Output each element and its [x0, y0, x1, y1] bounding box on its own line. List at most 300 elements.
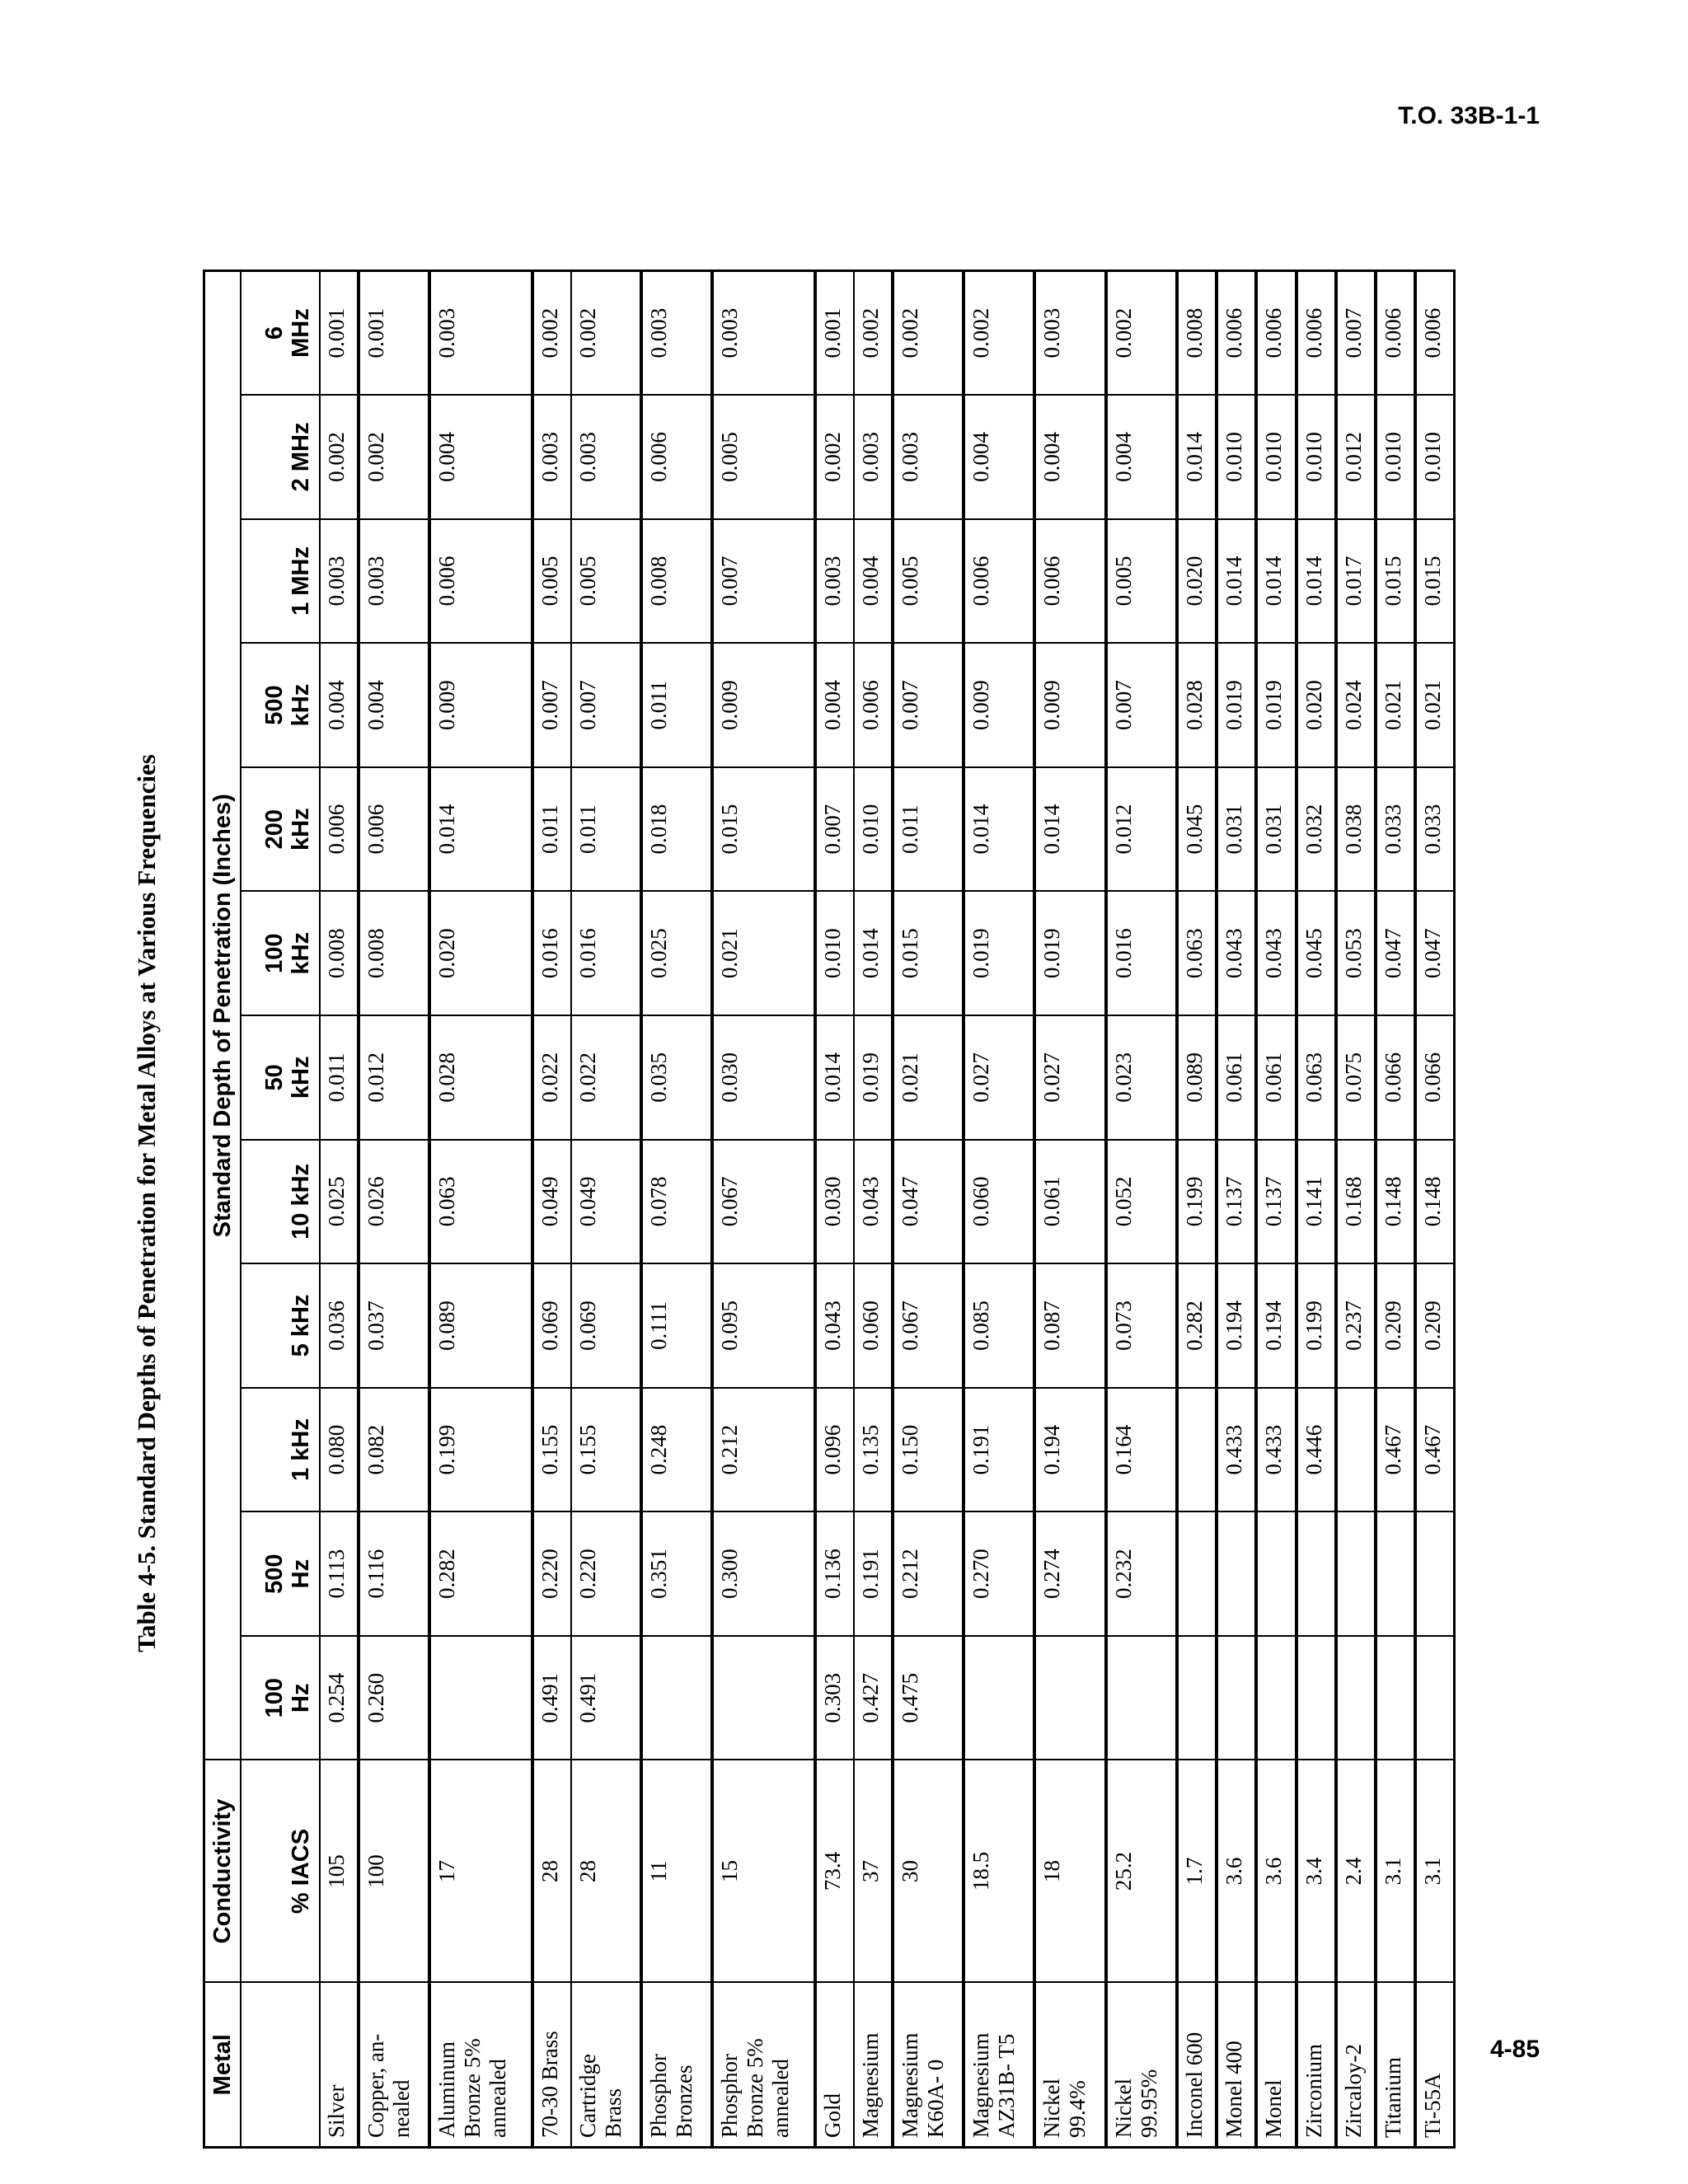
depth-cell: 0.043	[1256, 891, 1296, 1015]
depth-cell: 0.005	[532, 519, 571, 644]
header-500khz: 500 kHz	[241, 643, 320, 767]
depth-cell: 0.018	[641, 767, 712, 892]
depth-cell: 0.069	[532, 1263, 571, 1388]
metal-name-cell: Nickel 99.95%	[1106, 1983, 1177, 2148]
header-conductivity: Conductivity	[204, 1760, 241, 1983]
depth-cell: 0.194	[1256, 1263, 1296, 1388]
depth-cell	[1336, 1388, 1376, 1512]
depth-cell: 0.446	[1296, 1388, 1336, 1512]
depth-cell: 0.078	[641, 1140, 712, 1264]
depth-cell: 0.137	[1217, 1140, 1256, 1264]
depth-cell: 0.006	[1034, 519, 1105, 644]
depth-cell: 0.003	[641, 271, 712, 396]
depth-cell: 0.003	[1034, 271, 1105, 396]
depth-cell: 0.010	[1217, 395, 1256, 519]
depth-cell: 0.010	[1296, 395, 1336, 519]
depth-cell: 0.168	[1336, 1140, 1376, 1264]
table-row	[815, 271, 854, 2148]
metal-name-cell: Titanium	[1376, 1983, 1415, 2148]
depth-cell: 0.199	[1296, 1263, 1336, 1388]
depth-cell	[1415, 1636, 1455, 1760]
depth-cell	[1256, 1511, 1296, 1636]
depth-cell: 0.237	[1336, 1263, 1376, 1388]
header-depth-of-penetration: Standard Depth of Penetration (Inches)	[204, 271, 241, 1760]
table-row	[1177, 271, 1217, 2148]
depth-cell: 0.008	[359, 891, 429, 1015]
depth-cell	[1217, 1511, 1256, 1636]
metal-name-cell: Zirconium	[1296, 1983, 1336, 2148]
depth-cell: 0.148	[1415, 1140, 1455, 1264]
table-row	[1256, 271, 1296, 2148]
depth-cell: 0.003	[893, 395, 964, 519]
depth-cell: 0.136	[815, 1511, 854, 1636]
depth-cell: 0.012	[359, 1015, 429, 1140]
depth-cell: 0.043	[854, 1140, 893, 1264]
depth-cell: 0.067	[712, 1140, 815, 1264]
depth-cell: 0.028	[1177, 643, 1217, 767]
depth-cell: 0.016	[532, 891, 571, 1015]
depth-cell: 0.022	[532, 1015, 571, 1140]
depth-cell: 0.003	[854, 395, 893, 519]
depth-cell: 0.006	[429, 519, 532, 644]
metal-name-cell: Phosphor Bronze 5% annealed	[712, 1983, 815, 2148]
depth-cell: 0.026	[359, 1140, 429, 1264]
depth-cell: 0.017	[1336, 519, 1376, 644]
depth-cell	[1376, 1636, 1415, 1760]
depth-cell: 0.047	[1376, 891, 1415, 1015]
depth-cell: 0.111	[641, 1263, 712, 1388]
depth-cell: 0.009	[429, 643, 532, 767]
depth-cell: 0.003	[429, 271, 532, 396]
depth-cell: 0.023	[1106, 1015, 1177, 1140]
depth-cell: 0.033	[1376, 767, 1415, 892]
depth-cell: 0.015	[712, 767, 815, 892]
depth-cell: 0.066	[1376, 1015, 1415, 1140]
depth-cell: 0.194	[1034, 1388, 1105, 1512]
header-1mhz: 1 MHz	[241, 519, 320, 644]
depth-cell: 0.015	[1415, 519, 1455, 644]
table-row	[641, 271, 712, 2148]
depth-cell: 0.006	[1217, 271, 1256, 396]
depth-cell: 0.027	[1034, 1015, 1105, 1140]
metal-name-cell: Cartridge Brass	[571, 1983, 641, 2148]
depth-cell: 0.116	[359, 1511, 429, 1636]
depth-cell: 0.049	[571, 1140, 641, 1264]
depth-cell: 0.254	[320, 1636, 359, 1760]
depth-cell: 0.475	[893, 1636, 964, 1760]
depth-cell: 0.002	[893, 271, 964, 396]
depth-cell	[429, 1636, 532, 1760]
depth-cell: 0.014	[429, 767, 532, 892]
depth-cell: 0.150	[893, 1388, 964, 1512]
depth-cell: 0.047	[893, 1140, 964, 1264]
rotated-table-container	[203, 269, 1456, 2149]
depth-cell: 0.002	[359, 395, 429, 519]
depth-cell: 0.069	[571, 1263, 641, 1388]
depth-cell: 0.135	[854, 1388, 893, 1512]
depth-cell: 0.021	[1376, 643, 1415, 767]
depth-cell: 0.191	[854, 1511, 893, 1636]
table-row	[1217, 271, 1256, 2148]
depth-cell: 0.006	[320, 767, 359, 892]
depth-cell: 0.248	[641, 1388, 712, 1512]
iacs-cell: 18.5	[964, 1760, 1034, 1983]
depth-cell: 0.036	[320, 1263, 359, 1388]
depth-cell: 0.005	[893, 519, 964, 644]
depth-cell: 0.009	[1034, 643, 1105, 767]
depth-cell: 0.049	[532, 1140, 571, 1264]
depth-cell: 0.007	[532, 643, 571, 767]
depth-cell: 0.010	[1415, 395, 1455, 519]
depth-cell: 0.095	[712, 1263, 815, 1388]
depth-cell: 0.004	[854, 519, 893, 644]
depth-cell	[712, 1636, 815, 1760]
depth-cell: 0.005	[571, 519, 641, 644]
depth-cell: 0.282	[1177, 1263, 1217, 1388]
depth-cell: 0.005	[1106, 519, 1177, 644]
depth-cell: 0.008	[1177, 271, 1217, 396]
depth-cell: 0.066	[1415, 1015, 1455, 1140]
depth-cell: 0.032	[1296, 767, 1336, 892]
depth-cell: 0.045	[1177, 767, 1217, 892]
depth-cell: 0.021	[893, 1015, 964, 1140]
depth-cell: 0.220	[532, 1511, 571, 1636]
depth-cell: 0.351	[641, 1511, 712, 1636]
depth-cell: 0.028	[429, 1015, 532, 1140]
iacs-cell: 3.4	[1296, 1760, 1336, 1983]
depth-cell: 0.030	[712, 1015, 815, 1140]
depth-cell: 0.063	[1177, 891, 1217, 1015]
depth-cell: 0.433	[1256, 1388, 1296, 1512]
depth-cell: 0.003	[359, 519, 429, 644]
depth-cell: 0.001	[815, 271, 854, 396]
depth-cell: 0.009	[712, 643, 815, 767]
table-row	[320, 271, 359, 2148]
depth-cell: 0.061	[1256, 1015, 1296, 1140]
depth-cell: 0.003	[320, 519, 359, 644]
depth-cell: 0.082	[359, 1388, 429, 1512]
depth-cell	[1296, 1636, 1336, 1760]
iacs-cell: 28	[571, 1760, 641, 1983]
depth-cell: 0.002	[964, 271, 1034, 396]
iacs-cell: 30	[893, 1760, 964, 1983]
depth-cell: 0.014	[1034, 767, 1105, 892]
depth-cell: 0.019	[1217, 643, 1256, 767]
depth-cell: 0.003	[815, 519, 854, 644]
depth-cell: 0.025	[320, 1140, 359, 1264]
table-row	[1336, 271, 1376, 2148]
metal-name-cell: Magnesium K60A- 0	[893, 1983, 964, 2148]
iacs-cell: 28	[532, 1760, 571, 1983]
depth-cell: 0.021	[712, 891, 815, 1015]
depth-cell	[964, 1636, 1034, 1760]
depth-cell: 0.300	[712, 1511, 815, 1636]
metal-name-cell: Zircaloy-2	[1336, 1983, 1376, 2148]
depth-cell: 0.031	[1256, 767, 1296, 892]
table-row	[359, 271, 429, 2148]
metal-name-cell: Inconel 600	[1177, 1983, 1217, 2148]
depth-cell: 0.006	[964, 519, 1034, 644]
depth-cell	[1177, 1511, 1217, 1636]
document-id: T.O. 33B-1-1	[1398, 102, 1540, 129]
depth-cell: 0.019	[1034, 891, 1105, 1015]
depth-cell: 0.020	[1296, 643, 1336, 767]
table-row	[854, 271, 893, 2148]
depth-cell: 0.155	[532, 1388, 571, 1512]
table-row	[532, 271, 571, 2148]
table-body	[320, 271, 1455, 2148]
depth-cell: 0.073	[1106, 1263, 1177, 1388]
depth-cell: 0.003	[532, 395, 571, 519]
depth-cell: 0.004	[359, 643, 429, 767]
depth-cell: 0.274	[1034, 1511, 1105, 1636]
depth-cell: 0.019	[854, 1015, 893, 1140]
depth-cell: 0.019	[964, 891, 1034, 1015]
header-metal: Metal	[204, 1983, 241, 2148]
header-100khz: 100 kHz	[241, 891, 320, 1015]
depth-cell	[1336, 1636, 1376, 1760]
depth-cell: 0.014	[854, 891, 893, 1015]
depth-cell: 0.194	[1217, 1263, 1256, 1388]
header-100hz: 100 Hz	[241, 1636, 320, 1760]
depth-cell: 0.063	[429, 1140, 532, 1264]
depth-cell: 0.006	[1376, 271, 1415, 396]
depth-cell: 0.087	[1034, 1263, 1105, 1388]
header-200khz: 200 kHz	[241, 767, 320, 892]
depth-cell: 0.191	[964, 1388, 1034, 1512]
depth-cell: 0.067	[893, 1263, 964, 1388]
metal-name-cell: Silver	[320, 1983, 359, 2148]
iacs-cell: 3.6	[1217, 1760, 1256, 1983]
depth-cell: 0.014	[1177, 395, 1217, 519]
header-5khz: 5 kHz	[241, 1263, 320, 1388]
table-row	[1415, 271, 1455, 2148]
depth-cell: 0.043	[815, 1263, 854, 1388]
depth-cell: 0.080	[320, 1388, 359, 1512]
depth-cell: 0.011	[320, 1015, 359, 1140]
depth-cell: 0.137	[1256, 1140, 1296, 1264]
page-number: 4-85	[1489, 2036, 1540, 2063]
iacs-cell: 100	[359, 1760, 429, 1983]
iacs-cell: 11	[641, 1760, 712, 1983]
penetration-depth-table	[203, 269, 1456, 2149]
depth-cell: 0.043	[1217, 891, 1256, 1015]
header-1khz: 1 kHz	[241, 1388, 320, 1512]
depth-cell: 0.491	[532, 1636, 571, 1760]
depth-cell: 0.075	[1336, 1015, 1376, 1140]
depth-cell: 0.002	[532, 271, 571, 396]
depth-cell: 0.033	[1415, 767, 1455, 892]
table-row	[1296, 271, 1336, 2148]
metal-name-cell: Monel	[1256, 1983, 1296, 2148]
iacs-cell: 2.4	[1336, 1760, 1376, 1983]
depth-cell: 0.209	[1376, 1263, 1415, 1388]
depth-cell: 0.007	[571, 643, 641, 767]
metal-name-cell: Phosphor Bronzes	[641, 1983, 712, 2148]
depth-cell: 0.006	[854, 643, 893, 767]
metal-name-cell: Copper, an- nealed	[359, 1983, 429, 2148]
depth-cell: 0.001	[320, 271, 359, 396]
depth-cell: 0.199	[1177, 1140, 1217, 1264]
depth-cell: 0.141	[1296, 1140, 1336, 1264]
iacs-cell: 37	[854, 1760, 893, 1983]
depth-cell: 0.004	[429, 395, 532, 519]
depth-cell: 0.037	[359, 1263, 429, 1388]
depth-cell: 0.164	[1106, 1388, 1177, 1512]
metal-name-cell: Gold	[815, 1983, 854, 2148]
metal-name-cell: 70-30 Brass	[532, 1983, 571, 2148]
depth-cell: 0.085	[964, 1263, 1034, 1388]
depth-cell	[1256, 1636, 1296, 1760]
depth-cell: 0.011	[532, 767, 571, 892]
depth-cell: 0.003	[712, 271, 815, 396]
depth-cell: 0.270	[964, 1511, 1034, 1636]
depth-cell: 0.433	[1217, 1388, 1256, 1512]
depth-cell: 0.006	[641, 395, 712, 519]
depth-cell: 0.003	[571, 395, 641, 519]
depth-cell	[1177, 1636, 1217, 1760]
depth-cell: 0.467	[1376, 1388, 1415, 1512]
depth-cell: 0.008	[641, 519, 712, 644]
metal-name-cell: Monel 400	[1217, 1983, 1256, 2148]
iacs-cell: 17	[429, 1760, 532, 1983]
header-50khz: 50 kHz	[241, 1015, 320, 1140]
depth-cell: 0.014	[1256, 519, 1296, 644]
depth-cell: 0.004	[1034, 395, 1105, 519]
depth-cell: 0.212	[712, 1388, 815, 1512]
table-row	[964, 271, 1034, 2148]
depth-cell: 0.008	[320, 891, 359, 1015]
depth-cell: 0.030	[815, 1140, 854, 1264]
iacs-cell: 3.1	[1376, 1760, 1415, 1983]
depth-cell: 0.021	[1415, 643, 1455, 767]
header-10khz: 10 kHz	[241, 1140, 320, 1264]
depth-cell: 0.002	[815, 395, 854, 519]
depth-cell: 0.025	[641, 891, 712, 1015]
iacs-cell: 18	[1034, 1760, 1105, 1983]
depth-cell: 0.010	[1376, 395, 1415, 519]
table-row	[429, 271, 532, 2148]
depth-cell: 0.038	[1336, 767, 1376, 892]
depth-cell: 0.027	[964, 1015, 1034, 1140]
depth-cell: 0.002	[854, 271, 893, 396]
depth-cell: 0.004	[320, 643, 359, 767]
depth-cell: 0.282	[429, 1511, 532, 1636]
depth-cell: 0.014	[1296, 519, 1336, 644]
depth-cell: 0.002	[571, 271, 641, 396]
depth-cell: 0.045	[1296, 891, 1336, 1015]
header-metal-blank	[241, 1983, 320, 2148]
depth-cell: 0.014	[815, 1015, 854, 1140]
depth-cell: 0.063	[1296, 1015, 1336, 1140]
depth-cell: 0.019	[1256, 643, 1296, 767]
depth-cell: 0.016	[1106, 891, 1177, 1015]
depth-cell: 0.007	[893, 643, 964, 767]
depth-cell	[1106, 1636, 1177, 1760]
depth-cell: 0.009	[964, 643, 1034, 767]
depth-cell: 0.004	[815, 643, 854, 767]
iacs-cell: 105	[320, 1760, 359, 1983]
depth-cell: 0.427	[854, 1636, 893, 1760]
depth-cell: 0.060	[854, 1263, 893, 1388]
depth-cell: 0.011	[571, 767, 641, 892]
depth-cell: 0.035	[641, 1015, 712, 1140]
depth-cell: 0.020	[1177, 519, 1217, 644]
depth-cell: 0.015	[893, 891, 964, 1015]
depth-cell: 0.004	[964, 395, 1034, 519]
depth-cell	[1177, 1388, 1217, 1512]
depth-cell: 0.007	[815, 767, 854, 892]
depth-cell: 0.220	[571, 1511, 641, 1636]
depth-cell: 0.491	[571, 1636, 641, 1760]
depth-cell: 0.010	[854, 767, 893, 892]
depth-cell	[1376, 1511, 1415, 1636]
depth-cell: 0.061	[1217, 1015, 1256, 1140]
metal-name-cell: Aluminum Bronze 5% annealed	[429, 1983, 532, 2148]
table-caption: Table 4-5. Standard Depths of Penetration for Metal Alloys at Various Frequencies	[132, 754, 161, 1652]
iacs-cell: 3.1	[1415, 1760, 1455, 1983]
table-row	[1034, 271, 1105, 2148]
depth-cell: 0.004	[1106, 395, 1177, 519]
depth-cell	[1034, 1636, 1105, 1760]
depth-cell: 0.232	[1106, 1511, 1177, 1636]
depth-cell: 0.024	[1336, 643, 1376, 767]
header-6mhz: 6 MHz	[241, 271, 320, 396]
depth-cell: 0.016	[571, 891, 641, 1015]
depth-cell: 0.155	[571, 1388, 641, 1512]
depth-cell: 0.005	[712, 395, 815, 519]
depth-cell: 0.022	[571, 1015, 641, 1140]
depth-cell: 0.011	[893, 767, 964, 892]
iacs-cell: 73.4	[815, 1760, 854, 1983]
header-500hz: 500 Hz	[241, 1511, 320, 1636]
depth-cell: 0.089	[429, 1263, 532, 1388]
depth-cell: 0.060	[964, 1140, 1034, 1264]
depth-cell: 0.148	[1376, 1140, 1415, 1264]
table-row	[1106, 271, 1177, 2148]
depth-cell	[1415, 1511, 1455, 1636]
iacs-cell: 15	[712, 1760, 815, 1983]
depth-cell: 0.096	[815, 1388, 854, 1512]
depth-cell: 0.014	[964, 767, 1034, 892]
depth-cell: 0.007	[1106, 643, 1177, 767]
table-row	[712, 271, 815, 2148]
depth-cell: 0.053	[1336, 891, 1376, 1015]
depth-cell: 0.113	[320, 1511, 359, 1636]
depth-cell: 0.012	[1336, 395, 1376, 519]
depth-cell: 0.006	[1296, 271, 1336, 396]
metal-name-cell: Magnesium	[854, 1983, 893, 2148]
metal-name-cell: Ti-55A	[1415, 1983, 1455, 2148]
depth-cell: 0.012	[1106, 767, 1177, 892]
depth-cell	[1336, 1511, 1376, 1636]
depth-cell	[1217, 1636, 1256, 1760]
depth-cell: 0.047	[1415, 891, 1455, 1015]
depth-cell: 0.212	[893, 1511, 964, 1636]
depth-cell: 0.014	[1217, 519, 1256, 644]
depth-cell: 0.011	[641, 643, 712, 767]
depth-cell: 0.467	[1415, 1388, 1455, 1512]
depth-cell: 0.010	[1256, 395, 1296, 519]
depth-cell: 0.001	[359, 271, 429, 396]
metal-name-cell: Nickel 99.4%	[1034, 1983, 1105, 2148]
header-2mhz: 2 MHz	[241, 395, 320, 519]
depth-cell	[641, 1636, 712, 1760]
depth-cell: 0.031	[1217, 767, 1256, 892]
table-row	[893, 271, 964, 2148]
depth-cell: 0.015	[1376, 519, 1415, 644]
depth-cell: 0.010	[815, 891, 854, 1015]
